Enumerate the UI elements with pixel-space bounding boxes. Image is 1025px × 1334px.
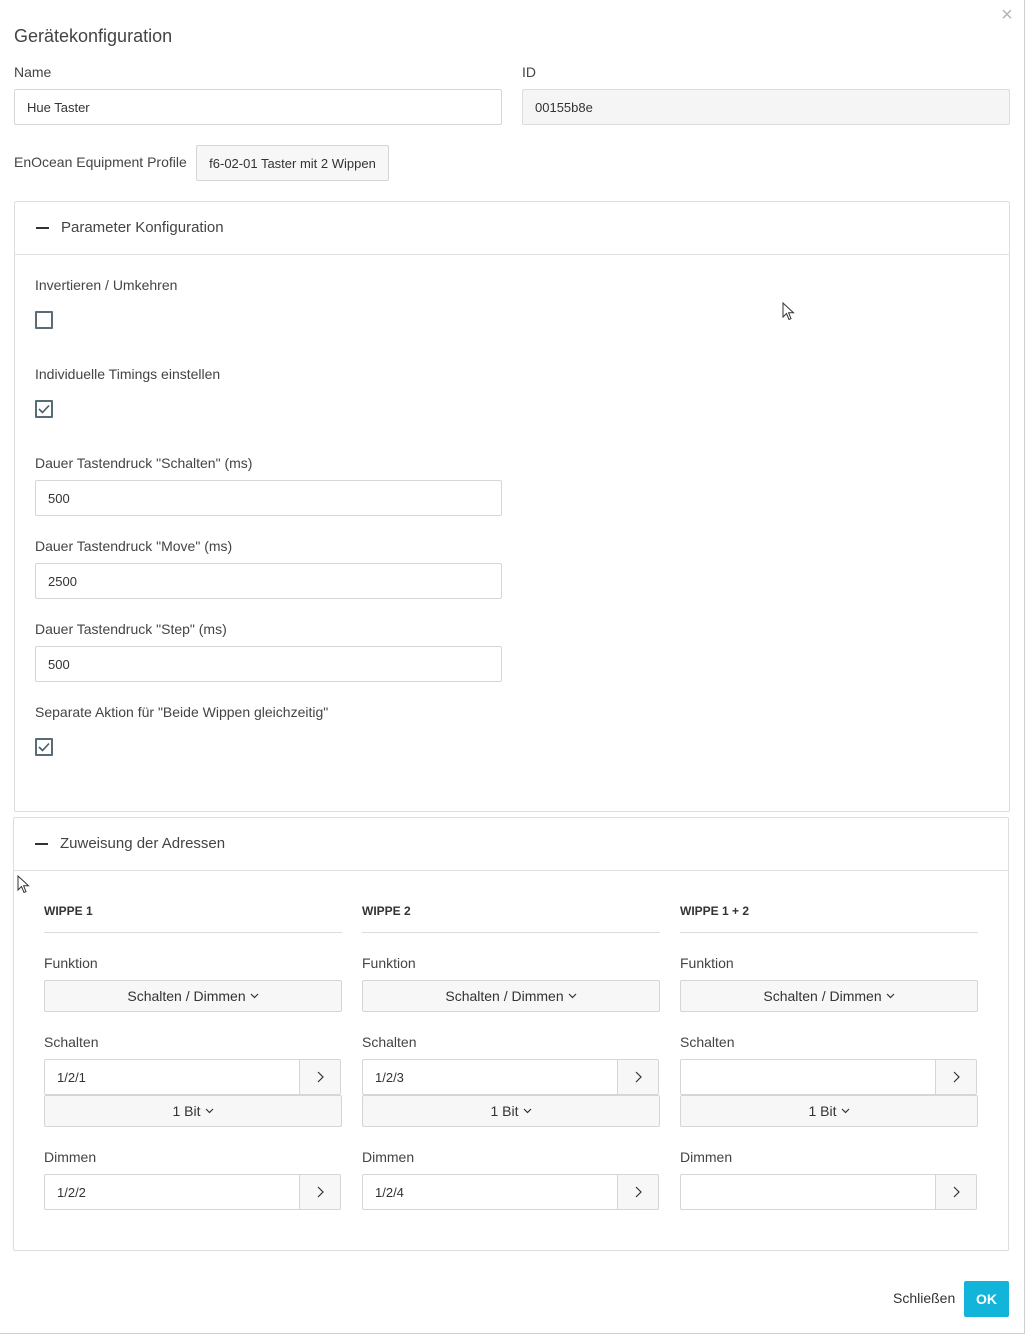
dim-address-input[interactable]: 1/2/2: [44, 1174, 300, 1210]
checkmark-icon: [38, 742, 50, 752]
chevron-right-icon: [317, 1186, 324, 1198]
chevron-down-icon: [205, 1108, 214, 1114]
switch-address-select-button[interactable]: [935, 1059, 977, 1095]
column-divider: [44, 932, 342, 933]
switch-address-label: Schalten: [44, 1034, 99, 1050]
mouse-pointer-icon: [17, 875, 31, 895]
bit-size-value: 1 Bit: [490, 1103, 519, 1119]
switch-address-input[interactable]: 1/2/3: [362, 1059, 618, 1095]
dim-address-label: Dimmen: [362, 1149, 415, 1165]
dim-address-label: Dimmen: [44, 1149, 97, 1165]
address-panel-title: Zuweisung der Adressen: [60, 835, 226, 852]
chevron-right-icon: [953, 1071, 960, 1083]
switch-address-label: Schalten: [680, 1034, 735, 1050]
profile-value: f6-02-01 Taster mit 2 Wippen: [196, 145, 389, 181]
profile-label: EnOcean Equipment Profile: [14, 154, 187, 170]
chevron-right-icon: [317, 1071, 324, 1083]
function-dropdown[interactable]: [362, 980, 660, 1012]
function-dropdown-value: Schalten / Dimmen: [127, 988, 246, 1004]
switch-duration-label: Dauer Tastendruck "Schalten" (ms): [35, 455, 253, 471]
bit-size-value: 1 Bit: [172, 1103, 201, 1119]
step-duration-input[interactable]: 500: [35, 646, 502, 682]
switch-address-label: Schalten: [362, 1034, 417, 1050]
invert-label: Invertieren / Umkehren: [35, 277, 178, 293]
dim-address-select-button[interactable]: [935, 1174, 977, 1210]
id-label: ID: [522, 64, 536, 80]
function-label: Funktion: [44, 955, 98, 971]
timings-label: Individuelle Timings einstellen: [35, 366, 221, 382]
column-divider: [680, 932, 978, 933]
id-input[interactable]: 00155b8e: [522, 89, 1010, 125]
chevron-down-icon: [523, 1108, 532, 1114]
chevron-down-icon: [886, 993, 895, 999]
step-duration-label: Dauer Tastendruck "Step" (ms): [35, 621, 227, 637]
ok-button[interactable]: OK: [964, 1281, 1009, 1317]
function-label: Funktion: [680, 955, 734, 971]
dialog-title: Gerätekonfiguration: [14, 26, 173, 46]
function-dropdown[interactable]: [680, 980, 978, 1012]
bit-size-dropdown[interactable]: [362, 1095, 660, 1127]
move-duration-label: Dauer Tastendruck "Move" (ms): [35, 538, 233, 554]
dim-address-select-button[interactable]: [617, 1174, 659, 1210]
collapse-icon[interactable]: [36, 227, 49, 229]
switch-address-input[interactable]: 1/2/1: [44, 1059, 300, 1095]
move-duration-input[interactable]: 2500: [35, 563, 502, 599]
mouse-pointer-icon: [782, 302, 796, 322]
close-button[interactable]: Schließen: [893, 1290, 956, 1306]
checkmark-icon: [38, 404, 50, 414]
dim-address-input[interactable]: [680, 1174, 936, 1210]
chevron-down-icon: [568, 993, 577, 999]
dim-address-select-button[interactable]: [299, 1174, 341, 1210]
function-dropdown[interactable]: [44, 980, 342, 1012]
chevron-down-icon: [250, 993, 259, 999]
timings-checkbox[interactable]: [35, 400, 53, 418]
dim-address-label: Dimmen: [680, 1149, 733, 1165]
column-heading-wippe-1: WIPPE 1: [44, 904, 93, 918]
separate-action-label: Separate Aktion für "Beide Wippen gleichzeitig": [35, 704, 329, 720]
invert-checkbox[interactable]: [35, 311, 53, 329]
bit-size-dropdown[interactable]: [44, 1095, 342, 1127]
function-label: Funktion: [362, 955, 416, 971]
switch-address-input[interactable]: [680, 1059, 936, 1095]
chevron-right-icon: [635, 1071, 642, 1083]
column-heading-wippe-1-2: WIPPE 1 + 2: [680, 904, 750, 918]
switch-address-select-button[interactable]: [299, 1059, 341, 1095]
column-divider: [362, 932, 660, 933]
close-icon[interactable]: ×: [1001, 4, 1013, 26]
name-label: Name: [14, 64, 52, 80]
bit-size-value: 1 Bit: [808, 1103, 837, 1119]
collapse-icon[interactable]: [35, 843, 48, 845]
bit-size-dropdown[interactable]: [680, 1095, 978, 1127]
chevron-right-icon: [635, 1186, 642, 1198]
function-dropdown-value: Schalten / Dimmen: [445, 988, 564, 1004]
parameter-panel-title: Parameter Konfiguration: [61, 219, 224, 236]
column-heading-wippe-2: WIPPE 2: [362, 904, 411, 918]
switch-address-select-button[interactable]: [617, 1059, 659, 1095]
separate-action-checkbox[interactable]: [35, 738, 53, 756]
chevron-right-icon: [953, 1186, 960, 1198]
dim-address-input[interactable]: 1/2/4: [362, 1174, 618, 1210]
switch-duration-input[interactable]: 500: [35, 480, 502, 516]
function-dropdown-value: Schalten / Dimmen: [763, 988, 882, 1004]
name-input[interactable]: Hue Taster: [14, 89, 502, 125]
chevron-down-icon: [841, 1108, 850, 1114]
